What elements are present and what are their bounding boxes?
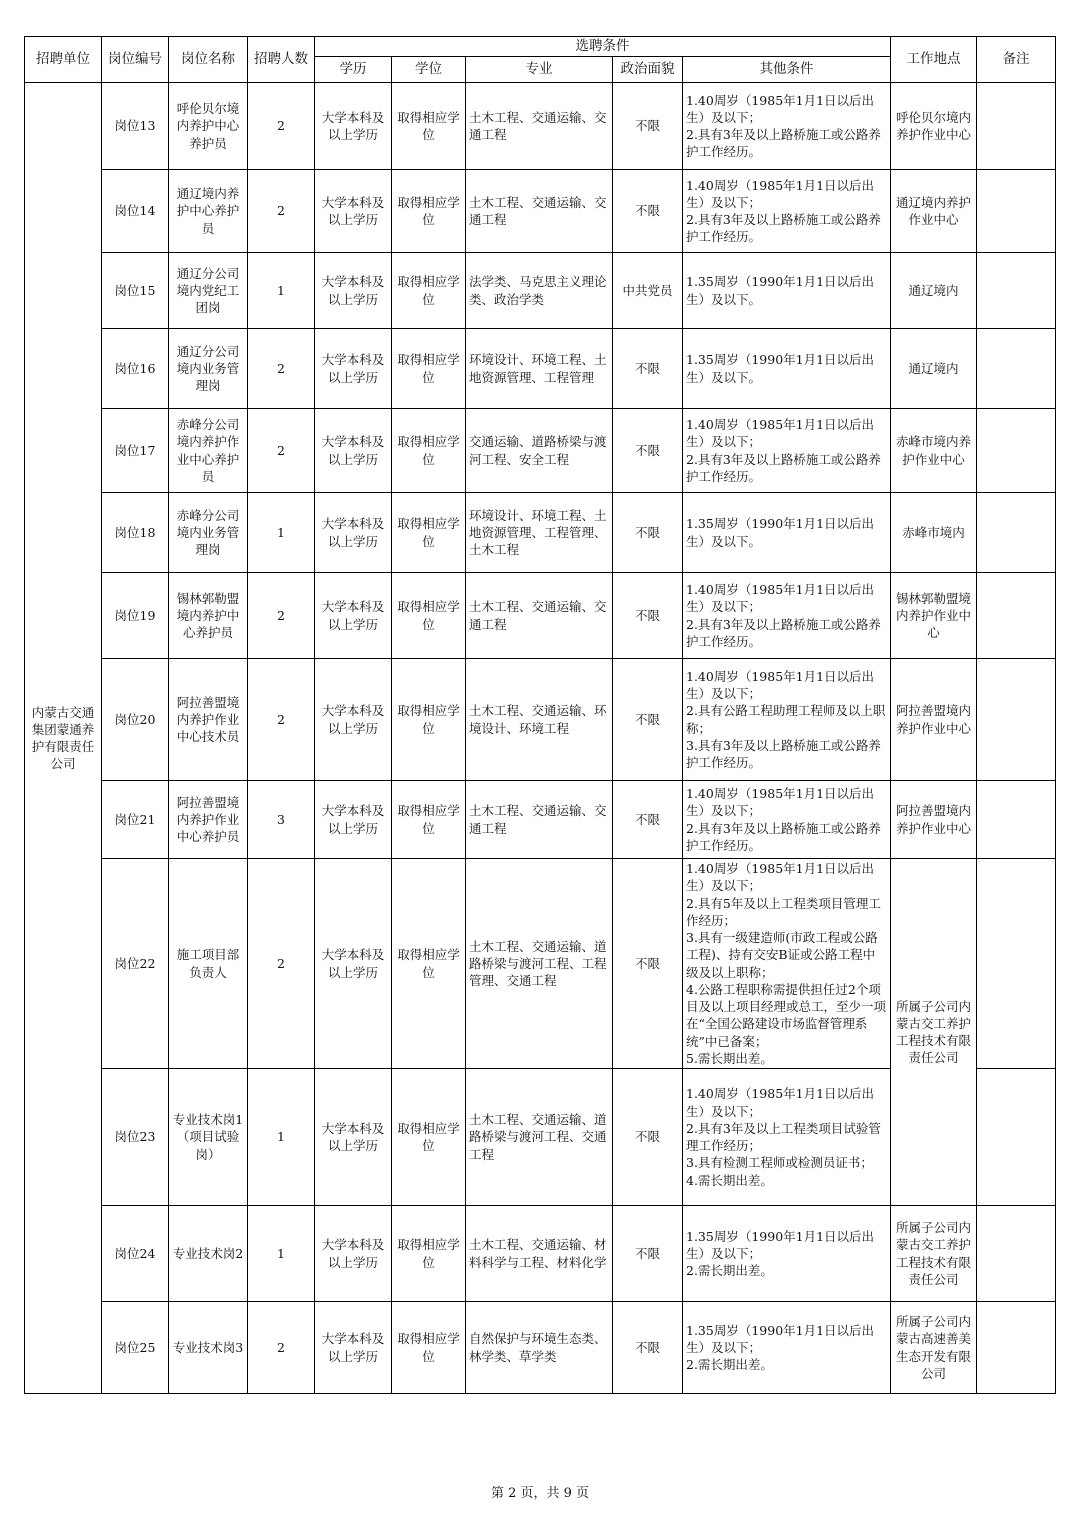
header-political: 政治面貌 bbox=[613, 57, 683, 83]
political-status: 不限 bbox=[613, 659, 683, 781]
education: 大学本科及以上学历 bbox=[315, 253, 392, 329]
post-name: 通辽分公司境内党纪工团岗 bbox=[169, 253, 248, 329]
major: 法学类、马克思主义理论类、政治学类 bbox=[466, 253, 613, 329]
degree: 取得相应学位 bbox=[392, 781, 466, 859]
work-location: 所属子公司内蒙古高速善美生态开发有限公司 bbox=[891, 1302, 977, 1394]
work-location: 呼伦贝尔境内养护作业中心 bbox=[891, 83, 977, 170]
remarks bbox=[977, 659, 1056, 781]
degree: 取得相应学位 bbox=[392, 1302, 466, 1394]
education: 大学本科及以上学历 bbox=[315, 781, 392, 859]
table-row bbox=[25, 573, 1056, 659]
hire-count: 2 bbox=[248, 859, 315, 1069]
political-status: 不限 bbox=[613, 1302, 683, 1394]
remarks bbox=[977, 1206, 1056, 1302]
major: 交通运输、道路桥梁与渡河工程、安全工程 bbox=[466, 409, 613, 493]
degree: 取得相应学位 bbox=[392, 659, 466, 781]
remarks bbox=[977, 573, 1056, 659]
recruiting-unit: 内蒙古交通集团蒙通养护有限责任公司 bbox=[25, 83, 102, 1394]
major: 自然保护与环境生态类、林学类、草学类 bbox=[466, 1302, 613, 1394]
hire-count: 2 bbox=[248, 83, 315, 170]
other-conditions: 1.40周岁（1985年1月1日以后出生）及以下； 2.具有3年及以上路桥施工或公路养护工作经历。 bbox=[683, 781, 891, 859]
major: 土木工程、交通运输、交通工程 bbox=[466, 83, 613, 170]
work-location: 通辽境内 bbox=[891, 329, 977, 409]
work-location: 所属子公司内蒙古交工养护工程技术有限责任公司 bbox=[891, 859, 977, 1206]
political-status: 不限 bbox=[613, 1069, 683, 1206]
post-name: 呼伦贝尔境内养护中心养护员 bbox=[169, 83, 248, 170]
table-row bbox=[25, 409, 1056, 493]
education: 大学本科及以上学历 bbox=[315, 83, 392, 170]
header-location: 工作地点 bbox=[891, 37, 977, 83]
other-conditions: 1.35周岁（1990年1月1日以后出生）及以下； 2.需长期出差。 bbox=[683, 1206, 891, 1302]
other-conditions: 1.40周岁（1985年1月1日以后出生）及以下； 2.具有3年及以上路桥施工或公路养护工作经历。 bbox=[683, 170, 891, 253]
post-name: 阿拉善盟境内养护作业中心技术员 bbox=[169, 659, 248, 781]
table-row bbox=[25, 1302, 1056, 1394]
post-number: 岗位16 bbox=[102, 329, 169, 409]
hire-count: 2 bbox=[248, 1302, 315, 1394]
post-name: 阿拉善盟境内养护作业中心养护员 bbox=[169, 781, 248, 859]
other-conditions: 1.35周岁（1990年1月1日以后出生）及以下。 bbox=[683, 493, 891, 573]
post-number: 岗位14 bbox=[102, 170, 169, 253]
post-number: 岗位24 bbox=[102, 1206, 169, 1302]
degree: 取得相应学位 bbox=[392, 253, 466, 329]
education: 大学本科及以上学历 bbox=[315, 170, 392, 253]
hire-count: 3 bbox=[248, 781, 315, 859]
major: 土木工程、交通运输、交通工程 bbox=[466, 573, 613, 659]
recruitment-table bbox=[24, 36, 1056, 1394]
header-degree: 学位 bbox=[392, 57, 466, 83]
post-number: 岗位13 bbox=[102, 83, 169, 170]
header-post-name: 岗位名称 bbox=[169, 37, 248, 83]
post-name: 赤峰分公司境内养护作业中心养护员 bbox=[169, 409, 248, 493]
header-major: 专业 bbox=[466, 57, 613, 83]
remarks bbox=[977, 83, 1056, 170]
hire-count: 2 bbox=[248, 170, 315, 253]
education: 大学本科及以上学历 bbox=[315, 659, 392, 781]
header-count: 招聘人数 bbox=[248, 37, 315, 83]
hire-count: 1 bbox=[248, 1069, 315, 1206]
work-location: 锡林郭勒盟境内养护作业中心 bbox=[891, 573, 977, 659]
post-name: 专业技术岗2 bbox=[169, 1206, 248, 1302]
political-status: 不限 bbox=[613, 83, 683, 170]
hire-count: 1 bbox=[248, 253, 315, 329]
education: 大学本科及以上学历 bbox=[315, 1302, 392, 1394]
major: 土木工程、交通运输、环境设计、环境工程 bbox=[466, 659, 613, 781]
major: 土木工程、交通运输、道路桥梁与渡河工程、工程管理、交通工程 bbox=[466, 859, 613, 1069]
header-unit: 招聘单位 bbox=[25, 37, 102, 83]
political-status: 不限 bbox=[613, 409, 683, 493]
header-education: 学历 bbox=[315, 57, 392, 83]
post-number: 岗位15 bbox=[102, 253, 169, 329]
post-number: 岗位20 bbox=[102, 659, 169, 781]
degree: 取得相应学位 bbox=[392, 1206, 466, 1302]
remarks bbox=[977, 859, 1056, 1069]
political-status: 不限 bbox=[613, 493, 683, 573]
remarks bbox=[977, 329, 1056, 409]
education: 大学本科及以上学历 bbox=[315, 859, 392, 1069]
table-row bbox=[25, 859, 1056, 1069]
education: 大学本科及以上学历 bbox=[315, 493, 392, 573]
other-conditions: 1.35周岁（1990年1月1日以后出生）及以下； 2.需长期出差。 bbox=[683, 1302, 891, 1394]
table-row bbox=[25, 253, 1056, 329]
page-footer: 第 2 页，共 9 页 bbox=[490, 1486, 590, 1501]
degree: 取得相应学位 bbox=[392, 83, 466, 170]
work-location: 通辽境内 bbox=[891, 253, 977, 329]
work-location: 阿拉善盟境内养护作业中心 bbox=[891, 781, 977, 859]
degree: 取得相应学位 bbox=[392, 329, 466, 409]
major: 环境设计、环境工程、土地资源管理、工程管理 bbox=[466, 329, 613, 409]
work-location: 赤峰市境内 bbox=[891, 493, 977, 573]
education: 大学本科及以上学历 bbox=[315, 329, 392, 409]
post-number: 岗位25 bbox=[102, 1302, 169, 1394]
political-status: 不限 bbox=[613, 781, 683, 859]
post-name: 专业技术岗1（项目试验岗） bbox=[169, 1069, 248, 1206]
post-number: 岗位17 bbox=[102, 409, 169, 493]
political-status: 不限 bbox=[613, 1206, 683, 1302]
degree: 取得相应学位 bbox=[392, 573, 466, 659]
education: 大学本科及以上学历 bbox=[315, 1206, 392, 1302]
major: 环境设计、环境工程、土地资源管理、工程管理、土木工程 bbox=[466, 493, 613, 573]
political-status: 不限 bbox=[613, 573, 683, 659]
major: 土木工程、交通运输、交通工程 bbox=[466, 170, 613, 253]
header-conditions: 选聘条件 bbox=[315, 37, 891, 57]
other-conditions: 1.40周岁（1985年1月1日以后出生）及以下； 2.具有3年及以上路桥施工或公路养护工作经历。 bbox=[683, 409, 891, 493]
other-conditions: 1.35周岁（1990年1月1日以后出生）及以下。 bbox=[683, 329, 891, 409]
other-conditions: 1.40周岁（1985年1月1日以后出生）及以下； 2.具有3年及以上路桥施工或公路养护工作经历。 bbox=[683, 573, 891, 659]
header-other: 其他条件 bbox=[683, 57, 891, 83]
degree: 取得相应学位 bbox=[392, 409, 466, 493]
degree: 取得相应学位 bbox=[392, 493, 466, 573]
remarks bbox=[977, 409, 1056, 493]
political-status: 不限 bbox=[613, 859, 683, 1069]
other-conditions: 1.40周岁（1985年1月1日以后出生）及以下； 2.具有3年及以上路桥施工或公路养护工作经历。 bbox=[683, 83, 891, 170]
major: 土木工程、交通运输、交通工程 bbox=[466, 781, 613, 859]
post-name: 锡林郭勒盟境内养护中心养护员 bbox=[169, 573, 248, 659]
other-conditions: 1.40周岁（1985年1月1日以后出生）及以下； 2.具有公路工程助理工程师及以上职称； 3.具有3年及以上路桥施工或公路养护工作经历。 bbox=[683, 659, 891, 781]
degree: 取得相应学位 bbox=[392, 859, 466, 1069]
table-row bbox=[25, 1206, 1056, 1302]
education: 大学本科及以上学历 bbox=[315, 409, 392, 493]
political-status: 不限 bbox=[613, 170, 683, 253]
remarks bbox=[977, 253, 1056, 329]
table-row bbox=[25, 83, 1056, 170]
post-name: 通辽境内养护中心养护员 bbox=[169, 170, 248, 253]
work-location: 赤峰市境内养护作业中心 bbox=[891, 409, 977, 493]
post-name: 通辽分公司境内业务管理岗 bbox=[169, 329, 248, 409]
political-status: 中共党员 bbox=[613, 253, 683, 329]
post-number: 岗位22 bbox=[102, 859, 169, 1069]
other-conditions: 1.40周岁（1985年1月1日以后出生）及以下； 2.具有5年及以上工程类项目管理工作经历； 3.具有一级建造师(市政工程或公路工程)、持有交安B证或公路工程中级及以上职称； 4.公路工程职称需提供担任过2个项目及以上项目经理或总工，至少一项在“全国公路建设市场监督管理系统”中已备案； 5.需长期出差。 bbox=[683, 859, 891, 1069]
hire-count: 2 bbox=[248, 573, 315, 659]
table-row bbox=[25, 170, 1056, 253]
table-row bbox=[25, 781, 1056, 859]
education: 大学本科及以上学历 bbox=[315, 1069, 392, 1206]
education: 大学本科及以上学历 bbox=[315, 573, 392, 659]
degree: 取得相应学位 bbox=[392, 1069, 466, 1206]
remarks bbox=[977, 170, 1056, 253]
hire-count: 1 bbox=[248, 493, 315, 573]
post-name: 赤峰分公司境内业务管理岗 bbox=[169, 493, 248, 573]
header-post-no: 岗位编号 bbox=[102, 37, 169, 83]
major: 土木工程、交通运输、道路桥梁与渡河工程、交通工程 bbox=[466, 1069, 613, 1206]
post-number: 岗位23 bbox=[102, 1069, 169, 1206]
post-name: 专业技术岗3 bbox=[169, 1302, 248, 1394]
post-number: 岗位19 bbox=[102, 573, 169, 659]
work-location: 所属子公司内蒙古交工养护工程技术有限责任公司 bbox=[891, 1206, 977, 1302]
post-name: 施工项目部负责人 bbox=[169, 859, 248, 1069]
table-row bbox=[25, 329, 1056, 409]
remarks bbox=[977, 493, 1056, 573]
work-location: 通辽境内养护作业中心 bbox=[891, 170, 977, 253]
table-row bbox=[25, 659, 1056, 781]
remarks bbox=[977, 1069, 1056, 1206]
header-remarks: 备注 bbox=[977, 37, 1056, 83]
hire-count: 2 bbox=[248, 329, 315, 409]
work-location: 阿拉善盟境内养护作业中心 bbox=[891, 659, 977, 781]
other-conditions: 1.40周岁（1985年1月1日以后出生）及以下； 2.具有3年及以上工程类项目试验管理工作经历； 3.具有检测工程师或检测员证书； 4.需长期出差。 bbox=[683, 1069, 891, 1206]
hire-count: 1 bbox=[248, 1206, 315, 1302]
post-number: 岗位18 bbox=[102, 493, 169, 573]
major: 土木工程、交通运输、材料科学与工程、材料化学 bbox=[466, 1206, 613, 1302]
degree: 取得相应学位 bbox=[392, 170, 466, 253]
post-number: 岗位21 bbox=[102, 781, 169, 859]
hire-count: 2 bbox=[248, 409, 315, 493]
remarks bbox=[977, 1302, 1056, 1394]
remarks bbox=[977, 781, 1056, 859]
table-row bbox=[25, 493, 1056, 573]
political-status: 不限 bbox=[613, 329, 683, 409]
other-conditions: 1.35周岁（1990年1月1日以后出生）及以下。 bbox=[683, 253, 891, 329]
hire-count: 2 bbox=[248, 659, 315, 781]
